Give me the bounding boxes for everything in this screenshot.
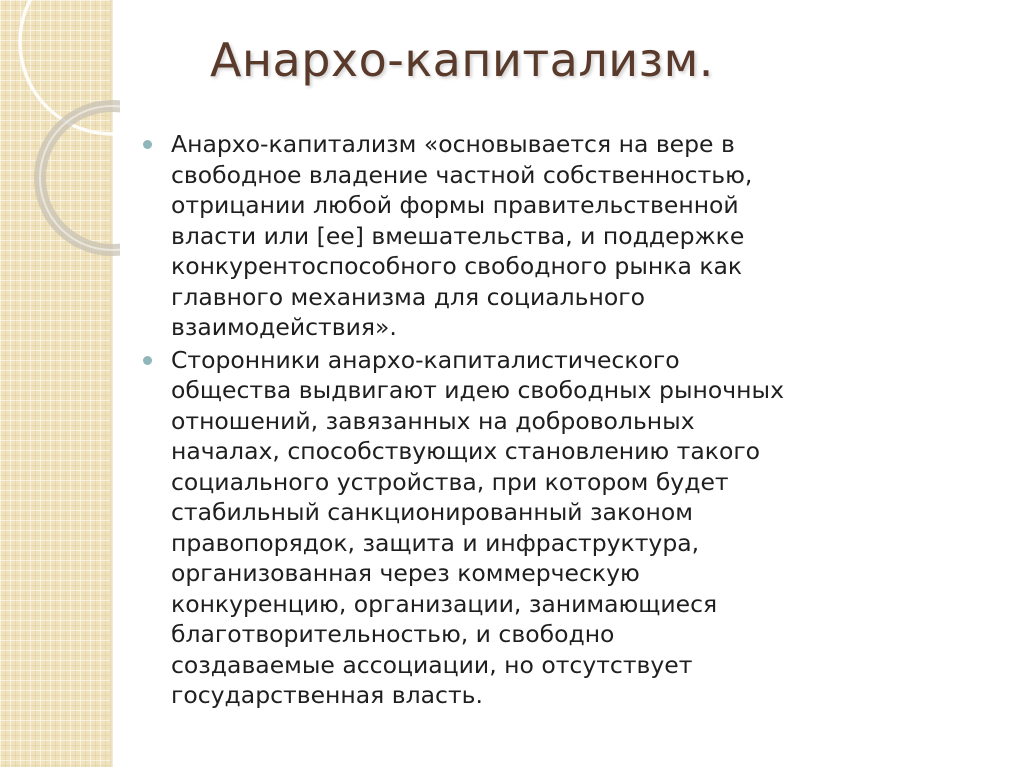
text-line: отношений, завязанных на добровольных xyxy=(171,406,695,435)
bullet-dot-icon xyxy=(143,140,152,149)
text-line: государственная власть. xyxy=(171,681,483,709)
text-line: отрицании любой формы правительственной xyxy=(171,191,739,219)
text-line: правопорядок, защита и инфраструктура, xyxy=(171,528,700,557)
text-line: началах, способствующих становлению такого xyxy=(171,437,761,465)
text-line: конкуренцию, организации, занимающиеся xyxy=(171,589,718,618)
text-line: Анархо-капитализм «основывается на вере в xyxy=(171,130,735,158)
text-line: Сторонники анархо-капиталистического xyxy=(171,345,680,374)
text-line: благотворительностью, и свободно xyxy=(171,620,615,648)
text-line: свободное владение частной собственностью, xyxy=(171,160,753,189)
bullet-list xyxy=(140,129,860,713)
text-line: главного механизма для социального xyxy=(171,282,645,311)
bullet-text xyxy=(171,345,860,711)
text-line: взаимодействия». xyxy=(171,313,397,341)
slide-title: Анархо-капитализм. xyxy=(210,33,714,87)
bullet-text xyxy=(171,129,860,343)
text-line: власти или [ее] вмешательства, и поддержке xyxy=(171,221,745,250)
text-line: социального устройства, при котором будет xyxy=(171,467,729,496)
text-line: общества выдвигают идею свободных рыночных xyxy=(171,376,784,404)
text-line: создаваемые ассоциации, но отсутствует xyxy=(171,650,693,679)
bullet-item xyxy=(140,129,860,343)
text-line: конкурентоспособного свободного рынка как xyxy=(171,252,743,280)
decorative-rings xyxy=(0,0,120,260)
bullet-dot-icon xyxy=(143,356,152,365)
text-line: организованная через коммерческую xyxy=(171,559,640,587)
text-line: стабильный санкционированный законом xyxy=(171,498,693,526)
bullet-item xyxy=(140,345,860,711)
